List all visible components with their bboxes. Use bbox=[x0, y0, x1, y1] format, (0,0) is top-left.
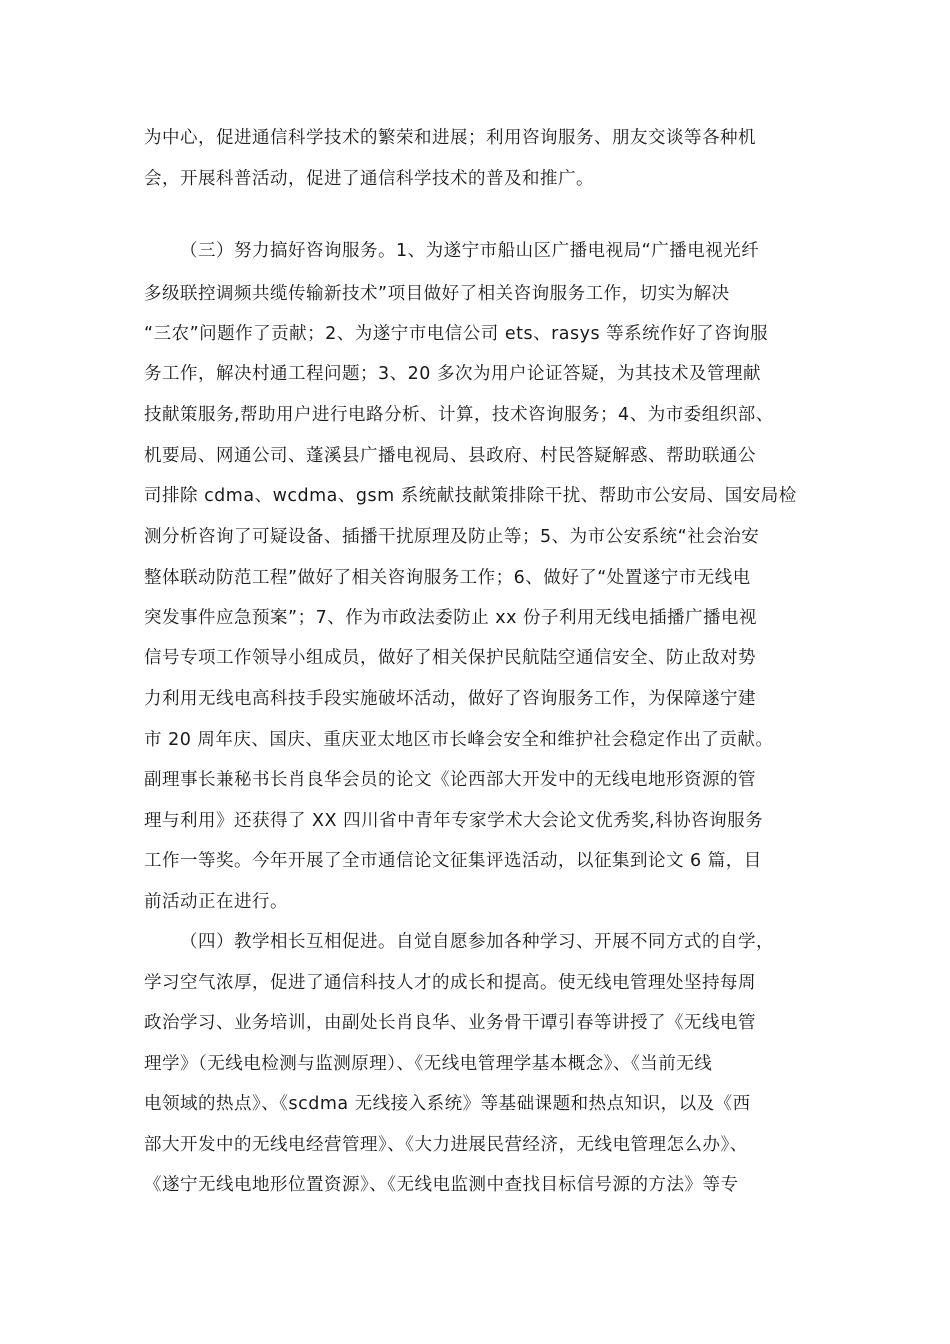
paragraph-line: 理与利用》还获得了 XX 四川省中青年专家学术大会论文优秀奖,科协咨询服务 bbox=[144, 811, 764, 831]
paragraph-line: 理学》（无线电检测与监测原理）、《无线电管理学基本概念》、《当前无线 bbox=[144, 1054, 713, 1074]
paragraph-line: 测分析咨询了可疑设备、插播干扰原理及防止等；5、为市公安系统“社会治安 bbox=[144, 527, 760, 547]
paragraph-line: 信号专项工作领导小组成员，做好了相关保护民航陆空通信安全、防止敌对势 bbox=[144, 648, 756, 668]
paragraph-line: 《遂宁无线电地形位置资源》、《无线电监测中查找目标信号源的方法》等专 bbox=[144, 1175, 739, 1195]
paragraph-line: 务工作，解决村通工程问题；3、20 多次为用户论证答疑，为其技术及管理献 bbox=[144, 364, 761, 384]
paragraph-line: 整体联动防范工程”做好了相关咨询服务工作；6、做好了“处置遂宁市无线电 bbox=[144, 568, 751, 588]
paragraph-line: 部大开发中的无线电经营管理》、《大力进展民营经济，无线电管理怎么办》、 bbox=[144, 1135, 748, 1155]
paragraph-line: 电领域的热点》、《scdma 无线接入系统》等基础课题和热点知识，以及《西 bbox=[144, 1094, 751, 1114]
paragraph-line: 工作一等奖。今年开展了全市通信论文征集评选活动，以征集到论文 6 篇，目 bbox=[144, 851, 762, 871]
paragraph-line: 市 20 周年庆、国庆、重庆亚太地区市长峰会安全和维护社会稳定作出了贡献。 bbox=[144, 730, 774, 750]
paragraph-line: 机要局、网通公司、蓬溪县广播电视局、县政府、村民答疑解惑、帮助联通公 bbox=[144, 446, 756, 466]
paragraph-line: 学习空气浓厚，促进了通信科技人才的成长和提高。使无线电管理处坚持每周 bbox=[144, 973, 756, 993]
paragraph-line: 力利用无线电高科技手段实施破坏活动，做好了咨询服务工作，为保障遂宁建 bbox=[144, 689, 756, 709]
paragraph-line: “三农”问题作了贡献；2、为遂宁市电信公司 ets、rasys 等系统作好了咨询服 bbox=[144, 324, 769, 344]
paragraph-line: 前活动正在进行。 bbox=[144, 892, 288, 912]
paragraph-line: 会，开展科普活动，促进了通信科学技术的普及和推广。 bbox=[144, 169, 594, 189]
paragraph-line: 为中心，促进通信科学技术的繁荣和进展；利用咨询服务、朋友交谈等各种机 bbox=[144, 128, 756, 148]
section-heading-line: （四）教学相长互相促进。自觉自愿参加各种学习、开展不同方式的自学， bbox=[180, 932, 774, 952]
paragraph-line: 突发事件应急预案”；7、作为市政法委防止 xx 份子利用无线电插播广播电视 bbox=[144, 608, 758, 628]
paragraph-line: 司排除 cdma、wcdma、gsm 系统献技献策排除干扰、帮助市公安局、国安局检 bbox=[144, 486, 797, 506]
paragraph-line: 技献策服务,帮助用户进行电路分析、计算，技术咨询服务；4、为市委组织部、 bbox=[144, 405, 774, 425]
paragraph-line: 多级联控调频共缆传输新技术”项目做好了相关咨询服务工作，切实为解决 bbox=[144, 284, 730, 304]
paragraph-line: 副理事长兼秘书长肖良华会员的论文《论西部大开发中的无线电地形资源的管 bbox=[144, 770, 756, 790]
section-heading-line: （三）努力搞好咨询服务。1、为遂宁市船山区广播电视局“广播电视光纤 bbox=[180, 241, 760, 261]
paragraph-line: 政治学习、业务培训，由副处长肖良华、业务骨干谭引春等讲授了《无线电管 bbox=[144, 1013, 756, 1033]
